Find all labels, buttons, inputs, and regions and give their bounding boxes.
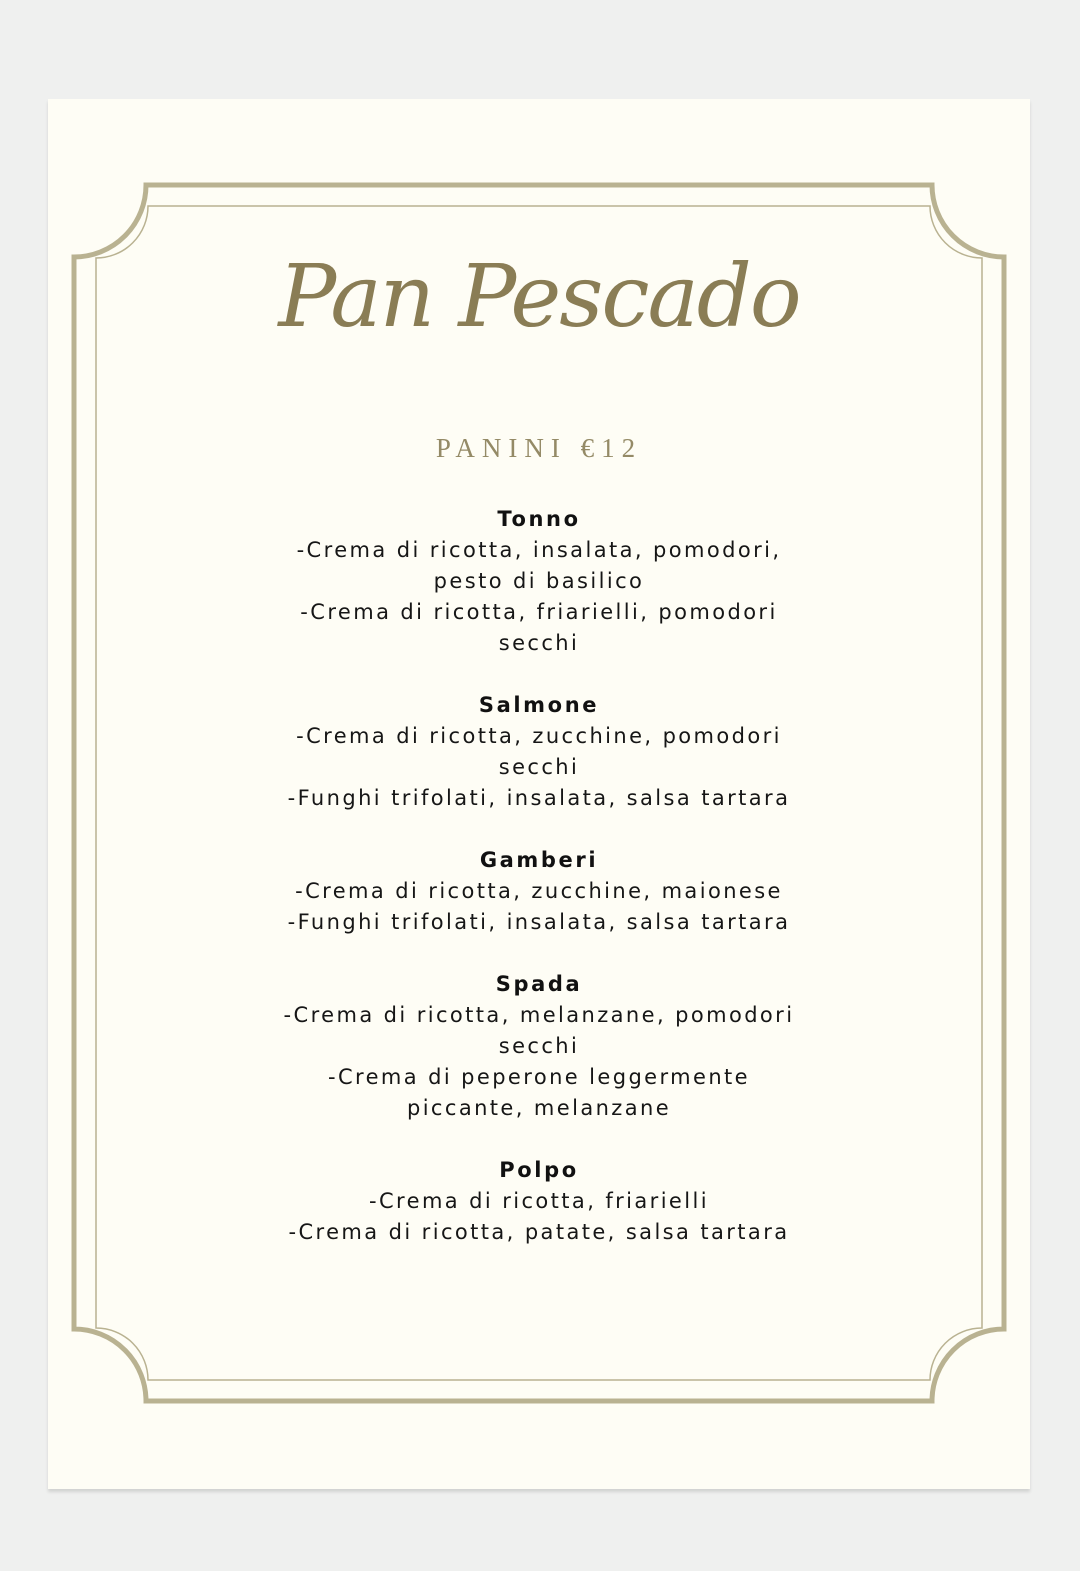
menu-item-description: -Crema di peperone leggermente <box>327 1065 751 1089</box>
menu-item-name: Gamberi <box>479 848 599 872</box>
menu-item-description: -Crema di ricotta, friarielli, pomodori <box>300 600 778 624</box>
menu-page <box>48 99 1030 1489</box>
menu-item-description: secchi <box>498 755 580 779</box>
menu-item-name: Polpo <box>499 1158 579 1182</box>
menu-item <box>48 1155 1030 1248</box>
menu-item-description: -Funghi trifolati, insalata, salsa tartara <box>287 786 791 810</box>
menu-item-description: piccante, melanzane <box>406 1096 672 1120</box>
menu-item-description: -Crema di ricotta, insalata, pomodori, <box>296 538 782 562</box>
menu-item-name: Salmone <box>478 693 600 717</box>
menu-list <box>48 504 1030 1279</box>
menu-item <box>48 504 1030 659</box>
menu-item-description: pesto di basilico <box>433 569 645 593</box>
menu-item <box>48 969 1030 1124</box>
menu-item-name: Tonno <box>497 507 581 531</box>
menu-item <box>48 845 1030 938</box>
menu-item-description: -Crema di ricotta, zucchine, pomodori <box>296 724 782 748</box>
menu-item-description: -Crema di ricotta, melanzane, pomodori <box>283 1003 795 1027</box>
menu-item <box>48 690 1030 814</box>
menu-item-description: secchi <box>498 631 580 655</box>
menu-item-description: -Funghi trifolati, insalata, salsa tartara <box>287 910 791 934</box>
restaurant-title: Pan Pescado <box>278 247 800 347</box>
section-heading-panini: PANINI €12 <box>435 433 643 463</box>
menu-item-name: Spada <box>495 972 583 996</box>
menu-item-description: -Crema di ricotta, patate, salsa tartara <box>288 1220 790 1244</box>
menu-item-description: -Crema di ricotta, zucchine, maionese <box>295 879 783 903</box>
menu-item-description: secchi <box>498 1034 580 1058</box>
menu-item-description: -Crema di ricotta, friarielli <box>369 1189 709 1213</box>
